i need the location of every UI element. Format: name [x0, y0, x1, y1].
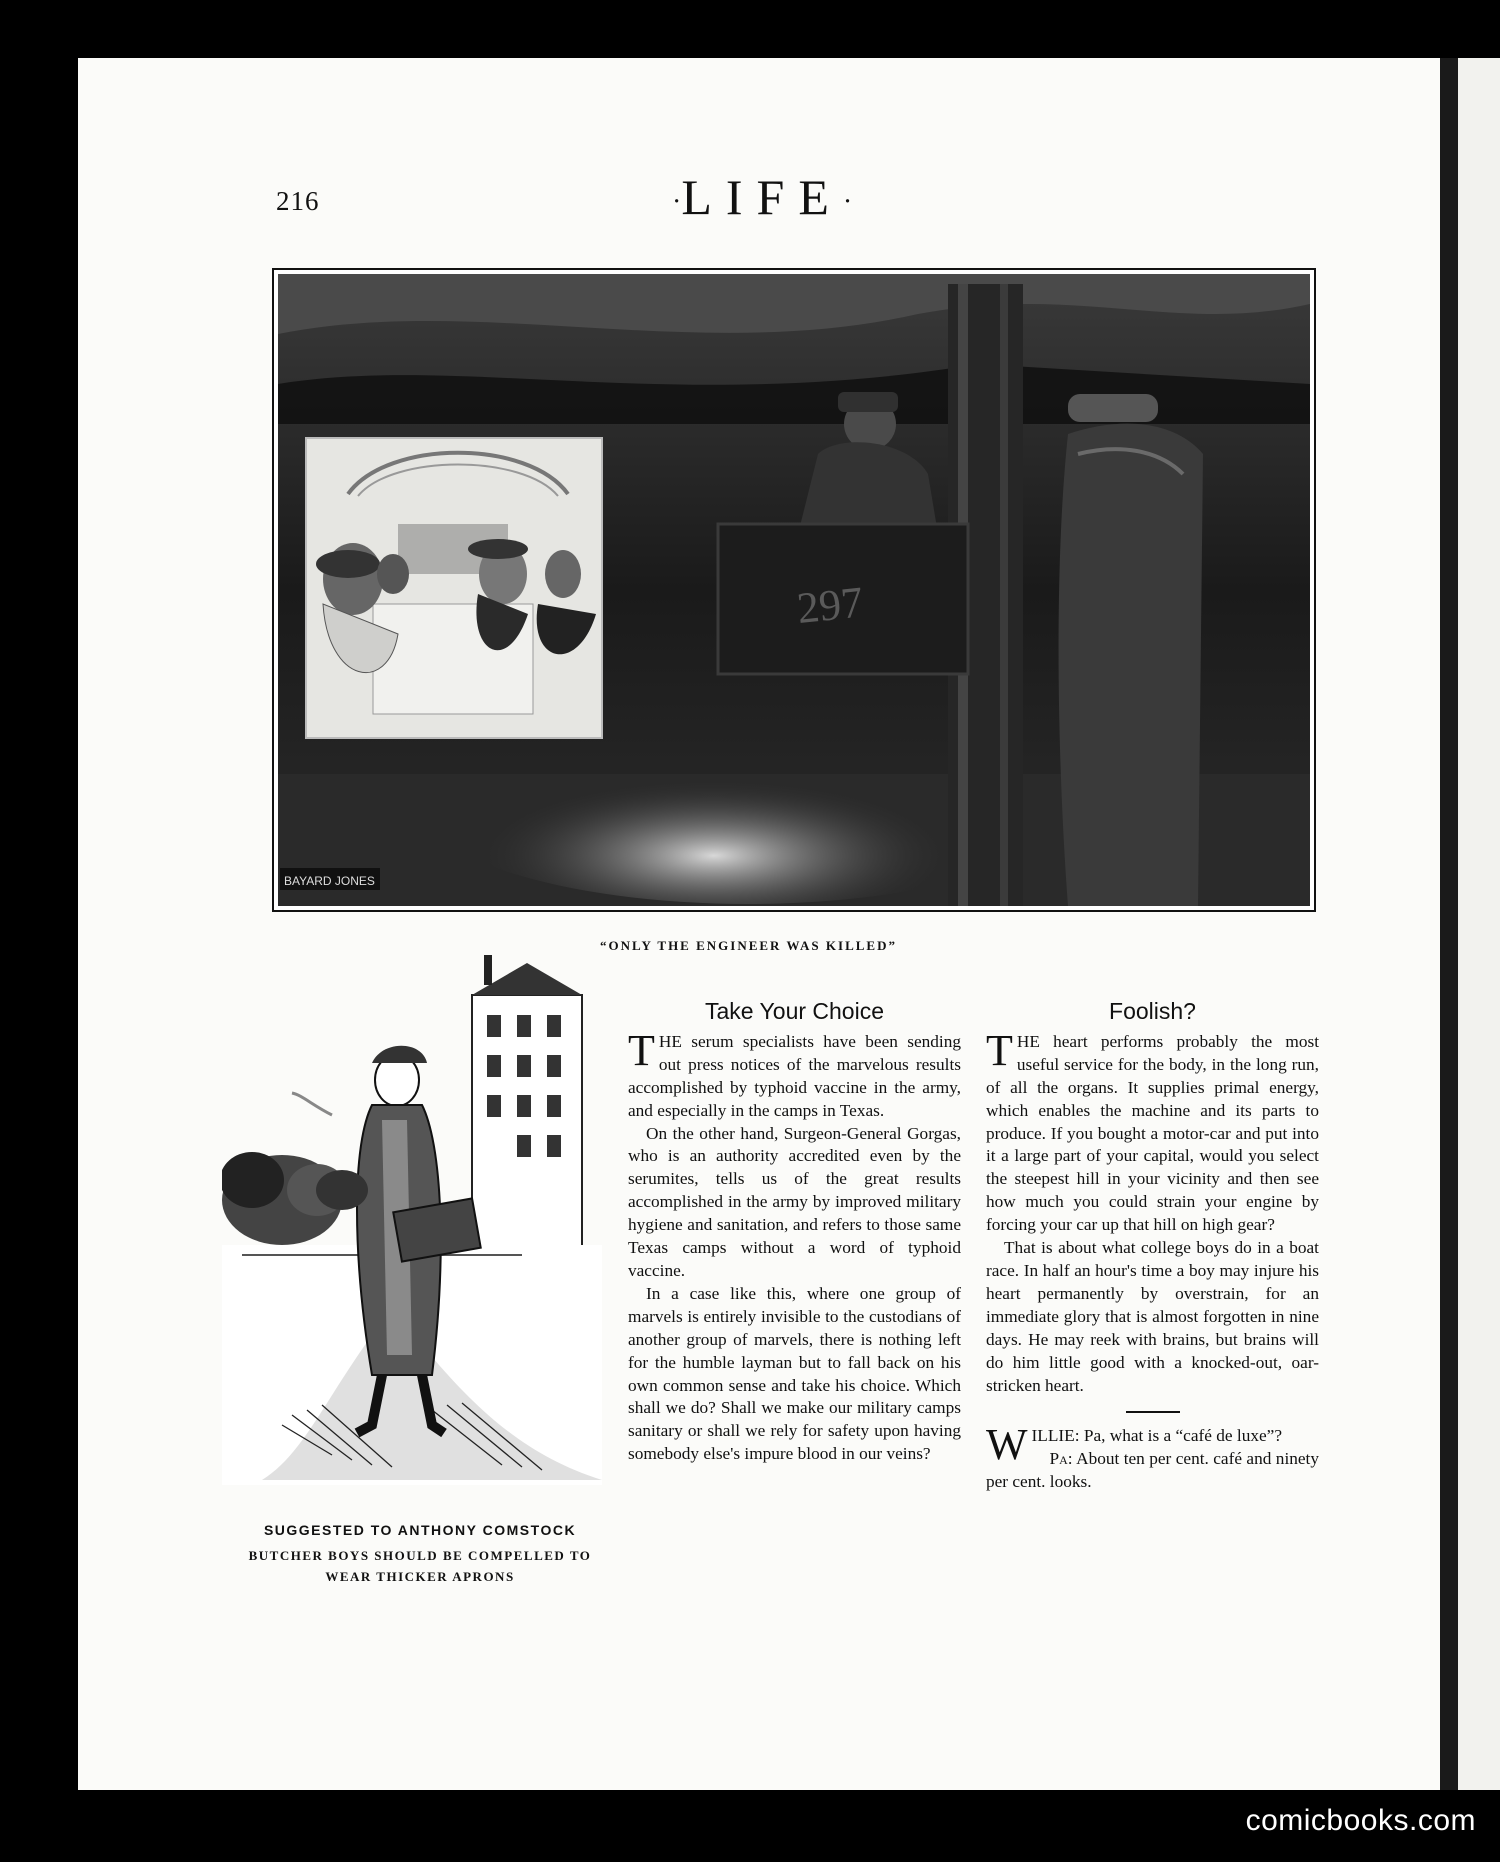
illustration-caption — [230, 1546, 610, 1588]
artist-signature: BAYARD JONES — [284, 874, 375, 888]
cab-number: 297 — [794, 577, 866, 634]
facing-page-edge — [1458, 58, 1500, 1790]
article-title: Foolish? — [1109, 998, 1196, 1024]
masthead — [672, 168, 852, 226]
joke-line-1 — [986, 1420, 1319, 1470]
article-paragraph — [628, 1025, 961, 1123]
drop-cap: T — [628, 1025, 655, 1075]
article-paragraph: That is about what college boys do in a boat race. In half an hour's time a boy may injure his heart permanently by overstrain, for an immediate glory that is almost forgotten in nine days. He may reek with brains, but brains will do him little good with a knocked-out, oar-stricken heart. — [986, 1238, 1319, 1395]
illustration-title: SUGGESTED TO ANTHONY COMSTOCK — [263, 1522, 577, 1538]
masthead-dot-left: · — [672, 186, 682, 218]
page-binding — [1440, 58, 1458, 1790]
paragraph-text: HE heart performs probably the most useful service for the body, in the long run, of all the organs. It supplies primal energy, which enables the machine and its parts to produce. If you bought a motor-car and put into it a large part of your capital, would you select the steepest hill in your vicinity and then see how much you could strain your engine by forcing your car up that hill on high gear? — [986, 1031, 1319, 1235]
joke-text: About ten per cent. café and ninety per cent. looks. — [986, 1449, 1319, 1492]
cartoon-caption: “ONLY THE ENGINEER WAS KILLED” — [600, 938, 897, 953]
drop-cap: T — [986, 1025, 1013, 1075]
butcher-boy-illustration — [222, 955, 602, 1485]
masthead-title: LIFE — [681, 169, 843, 225]
cartoon-artwork — [278, 274, 1310, 906]
drop-cap: W — [986, 1420, 1028, 1470]
main-cartoon — [272, 268, 1316, 912]
article-foolish — [986, 1000, 1319, 1494]
locomotive-cab-drawing — [278, 274, 1310, 906]
illustration-caption-line1: BUTCHER BOYS SHOULD BE COMPELLED TO — [248, 1548, 592, 1563]
article-take-your-choice — [628, 1000, 961, 1466]
paragraph-text: HE serum specialists have been sending out press notices of the marvelous results accomplished by typhoid vaccine in the army, and especially in the camps in Texas. — [628, 1031, 961, 1120]
article-paragraph: In a case like this, where one group of marvels is entirely invisible to the custodians of another group of marvels, there is nothing left for the humble layman but to fall back on his own common sense and take his choice. Which shall we do? Shall we make our military camps sanitary or shall we rely for safety upon having somebody else's impure blood in our veins? — [628, 1283, 961, 1464]
butcher-boy-drawing — [222, 955, 602, 1485]
page-number: 216 — [276, 186, 320, 216]
illustration-caption-line2: WEAR THICKER APRONS — [325, 1568, 515, 1584]
article-paragraph: On the other hand, Surgeon-General Gorgas, who is an authority accredited even by the serumites, tells us of the great results accomplished in the army by improved military hygiene and sanitation, and refers to those same Texas camps without a word of typhoid vaccine. — [628, 1123, 961, 1280]
article-title: Take Your Choice — [704, 998, 884, 1024]
joke-speaker: Pa: — [1049, 1449, 1073, 1469]
masthead-dot-right: · — [842, 186, 853, 218]
article-paragraph — [986, 1025, 1319, 1237]
section-divider — [1126, 1411, 1180, 1413]
site-watermark: comicbooks.com — [1245, 1804, 1476, 1837]
joke-text: ILLIE: Pa, what is a “café de luxe”? — [1031, 1426, 1282, 1446]
joke-line-2 — [986, 1448, 1319, 1494]
